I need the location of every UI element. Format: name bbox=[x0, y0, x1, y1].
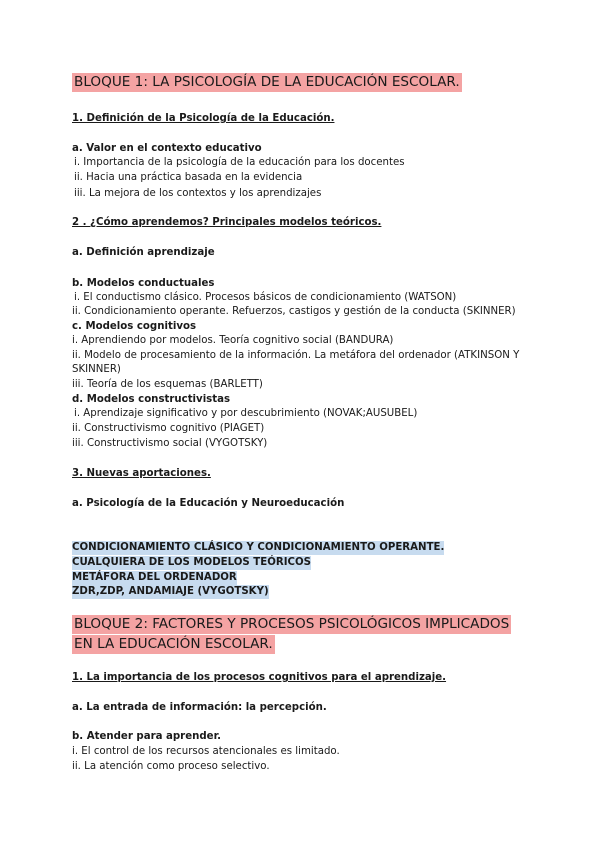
b1-section2-heading: 2 . ¿Cómo aprendemos? Principales modelos teóricos. bbox=[72, 217, 382, 228]
b1-s2-item: i. Aprendiendo por modelos. Teoría cognitivo social (BANDURA) bbox=[72, 335, 394, 346]
b2-s1-item: ii. La atención como proceso selectivo. bbox=[72, 761, 270, 772]
b1-s2-sub-b: b. Modelos conductuales bbox=[72, 278, 215, 289]
b1-s2-item: SKINNER) bbox=[72, 364, 121, 375]
b1-s2-item: i. El conductismo clásico. Procesos básicos de condicionamiento (WATSON) bbox=[74, 292, 457, 303]
b1-s2-item: iii. Constructivismo social (VYGOTSKY) bbox=[72, 438, 268, 449]
b1-s1-item: ii. Hacia una práctica basada en la evidencia bbox=[74, 172, 303, 183]
block2-title-line2: EN LA EDUCACIÓN ESCOLAR. bbox=[74, 636, 273, 652]
highlight-line: ZDR,ZDP, ANDAMIAJE (VYGOTSKY) bbox=[72, 586, 269, 597]
block2-title-line1: BLOQUE 2: FACTORES Y PROCESOS PSICOLÓGICOS IMPLICADOS bbox=[74, 616, 510, 632]
highlight-line: CUALQUIERA DE LOS MODELOS TEÓRICOS bbox=[72, 557, 311, 568]
b2-section1-heading: 1. La importancia de los procesos cognitivos para el aprendizaje. bbox=[72, 672, 447, 683]
b1-s2-sub-c: c. Modelos cognitivos bbox=[72, 321, 197, 332]
b1-section3-heading: 3. Nuevas aportaciones. bbox=[72, 468, 211, 479]
b1-s2-item: ii. Constructivismo cognitivo (PIAGET) bbox=[72, 423, 265, 434]
b1-s1-sub-a: a. Valor en el contexto educativo bbox=[72, 143, 262, 154]
b1-s2-sub-a: a. Definición aprendizaje bbox=[72, 247, 215, 258]
b1-s2-item: i. Aprendizaje significativo y por descubrimiento (NOVAK;AUSUBEL) bbox=[74, 408, 418, 419]
b1-s2-item: ii. Condicionamiento operante. Refuerzos, castigos y gestión de la conducta (SKINNER) bbox=[72, 306, 516, 317]
highlight-line: CONDICIONAMIENTO CLÁSICO Y CONDICIONAMIENTO OPERANTE. bbox=[72, 542, 445, 553]
b2-s1-sub-a: a. La entrada de información: la percepción. bbox=[72, 702, 327, 713]
b1-s2-item: iii. Teoría de los esquemas (BARLETT) bbox=[72, 379, 263, 390]
b1-section1-heading: 1. Definición de la Psicología de la Educación. bbox=[72, 113, 335, 124]
highlight-line: METÁFORA DEL ORDENADOR bbox=[72, 572, 237, 583]
b1-s1-item: i. Importancia de la psicología de la educación para los docentes bbox=[74, 157, 405, 168]
b1-s1-item: iii. La mejora de los contextos y los aprendizajes bbox=[74, 188, 322, 199]
b2-s1-sub-b: b. Atender para aprender. bbox=[72, 731, 222, 742]
block1-title: BLOQUE 1: LA PSICOLOGÍA DE LA EDUCACIÓN ESCOLAR. bbox=[74, 74, 460, 90]
b1-s3-sub-a: a. Psicología de la Educación y Neuroeducación bbox=[72, 498, 345, 509]
b1-s2-item: ii. Modelo de procesamiento de la información. La metáfora del ordenador (ATKINSON Y bbox=[72, 350, 520, 361]
b1-s2-sub-d: d. Modelos constructivistas bbox=[72, 394, 231, 405]
b2-s1-item: i. El control de los recursos atencionales es limitado. bbox=[72, 746, 340, 757]
